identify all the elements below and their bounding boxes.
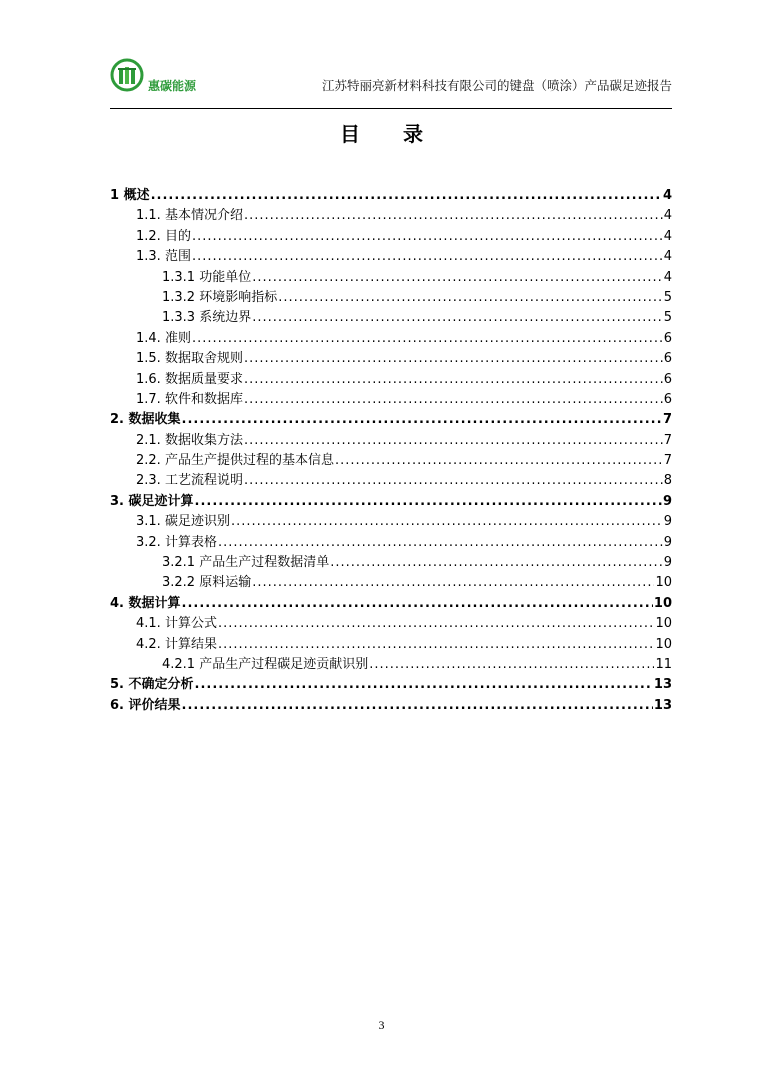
table-of-contents <box>110 186 672 716</box>
toc-entry-page: 4 <box>662 188 672 203</box>
toc-leader <box>244 431 663 451</box>
toc-entry[interactable] <box>110 186 672 206</box>
toc-entry-page: 6 <box>663 391 672 407</box>
toc-entry[interactable] <box>110 451 672 471</box>
toc-entry-page: 4 <box>663 249 672 265</box>
toc-entry[interactable] <box>110 431 672 451</box>
toc-entry[interactable] <box>110 390 672 410</box>
toc-entry-page: 10 <box>653 595 672 611</box>
toc-entry[interactable] <box>110 206 672 226</box>
toc-entry-page: 10 <box>655 616 672 632</box>
toc-entry-page: 8 <box>663 473 672 489</box>
toc-entry-page: 9 <box>663 514 672 530</box>
toc-leader <box>192 329 663 349</box>
page-number: 3 <box>378 1018 385 1032</box>
toc-entry-label: 2.2. 产品生产提供过程的基本信息 <box>136 453 334 469</box>
toc-entry-page: 10 <box>655 575 672 591</box>
toc-entry-label: 3.2. 计算表格 <box>136 534 217 550</box>
toc-entry-label: 3.2.1 产品生产过程数据清单 <box>162 555 330 571</box>
toc-entry-label: 1.6. 数据质量要求 <box>136 371 243 387</box>
toc-leader <box>244 471 663 491</box>
toc-leader <box>151 186 662 206</box>
toc-entry[interactable] <box>110 349 672 369</box>
toc-entry-page: 4 <box>663 208 672 224</box>
toc-entry[interactable] <box>110 247 672 267</box>
toc-entry-label: 4.1. 计算公式 <box>136 616 217 632</box>
toc-entry[interactable] <box>110 288 672 308</box>
toc-leader <box>252 308 663 328</box>
toc-entry-page: 13 <box>653 697 672 713</box>
toc-entry[interactable] <box>110 696 672 716</box>
toc-entry-label: 3.2.2 原料运输 <box>162 575 252 591</box>
toc-leader <box>252 573 654 593</box>
toc-leader <box>231 512 663 532</box>
toc-entry-page: 5 <box>663 310 672 326</box>
toc-entry-label: 6. 评价结果 <box>110 697 181 713</box>
toc-entry-label: 1.4. 准则 <box>136 330 191 346</box>
toc-entry-label: 1.2. 目的 <box>136 228 191 244</box>
toc-leader <box>182 594 653 614</box>
toc-entry-page: 9 <box>663 555 672 571</box>
toc-entry-page: 4 <box>663 269 672 285</box>
toc-entry-page: 7 <box>662 412 672 428</box>
toc-entry[interactable] <box>110 655 672 675</box>
toc-entry[interactable] <box>110 471 672 491</box>
toc-leader <box>369 655 654 675</box>
toc-entry[interactable] <box>110 268 672 288</box>
toc-entry-page: 9 <box>663 534 672 550</box>
toc-entry[interactable] <box>110 227 672 247</box>
toc-entry-label: 3. 碳足迹计算 <box>110 493 194 509</box>
toc-leader <box>244 390 663 410</box>
toc-leader <box>244 370 663 390</box>
toc-entry-label: 2.3. 工艺流程说明 <box>136 473 243 489</box>
toc-entry-page: 9 <box>662 493 672 509</box>
toc-entry-page: 10 <box>655 636 672 652</box>
toc-leader <box>195 492 662 512</box>
toc-entry-label: 1.5. 数据取舍规则 <box>136 351 243 367</box>
toc-leader <box>330 553 663 573</box>
toc-entry-label: 1.3. 范围 <box>136 249 191 265</box>
toc-entry-page: 6 <box>663 351 672 367</box>
logo-text: 惠碳能源 <box>148 79 197 93</box>
toc-entry[interactable] <box>110 533 672 553</box>
toc-leader <box>182 410 662 430</box>
toc-entry[interactable] <box>110 635 672 655</box>
toc-entry-page: 7 <box>663 432 672 448</box>
toc-entry-page: 13 <box>653 677 672 693</box>
toc-entry-label: 1.7. 软件和数据库 <box>136 391 243 407</box>
toc-entry-label: 3.1. 碳足迹识别 <box>136 514 230 530</box>
header-divider <box>110 108 672 109</box>
toc-leader <box>244 206 663 226</box>
toc-entry[interactable] <box>110 512 672 532</box>
page-header <box>110 56 672 108</box>
toc-entry-page: 7 <box>663 453 672 469</box>
toc-leader <box>192 247 663 267</box>
toc-entry-page: 5 <box>663 289 672 305</box>
toc-entry[interactable] <box>110 329 672 349</box>
toc-entry[interactable] <box>110 308 672 328</box>
toc-entry-label: 4. 数据计算 <box>110 595 181 611</box>
toc-leader <box>218 614 655 634</box>
toc-leader <box>182 696 653 716</box>
toc-entry[interactable] <box>110 370 672 390</box>
toc-leader <box>218 635 655 655</box>
toc-leader <box>244 349 663 369</box>
toc-entry-label: 2.1. 数据收集方法 <box>136 432 243 448</box>
toc-entry-label: 5. 不确定分析 <box>110 677 194 693</box>
toc-entry[interactable] <box>110 492 672 512</box>
toc-entry-page: 11 <box>655 656 672 672</box>
header-title: 江苏特丽亮新材料科技有限公司的键盘（喷涂）产品碳足迹报告 <box>321 78 672 93</box>
toc-leader <box>278 288 663 308</box>
toc-entry[interactable] <box>110 410 672 430</box>
toc-entry-page: 4 <box>663 228 672 244</box>
toc-entry-label: 1.3.1 功能单位 <box>162 269 252 285</box>
toc-entry[interactable] <box>110 594 672 614</box>
toc-entry[interactable] <box>110 573 672 593</box>
toc-entry[interactable] <box>110 675 672 695</box>
toc-leader <box>335 451 663 471</box>
toc-entry-page: 6 <box>663 371 672 387</box>
toc-entry-label: 1 概述 <box>110 188 150 203</box>
toc-entry-label: 1.3.2 环境影响指标 <box>162 289 278 305</box>
toc-leader <box>218 533 663 553</box>
toc-leader <box>252 268 663 288</box>
toc-entry-label: 4.2. 计算结果 <box>136 636 217 652</box>
toc-entry-label: 2. 数据收集 <box>110 412 181 428</box>
toc-entry-label: 1.3.3 系统边界 <box>162 310 252 326</box>
toc-entry-label: 4.2.1 产品生产过程碳足迹贡献识别 <box>162 656 369 672</box>
toc-title: 目 录 <box>340 122 441 146</box>
toc-leader <box>192 227 663 247</box>
company-logo-icon <box>110 58 144 92</box>
toc-entry-page: 6 <box>663 330 672 346</box>
toc-entry[interactable] <box>110 553 672 573</box>
toc-entry[interactable] <box>110 614 672 634</box>
toc-leader <box>195 675 653 695</box>
toc-entry-label: 1.1. 基本情况介绍 <box>136 208 243 224</box>
